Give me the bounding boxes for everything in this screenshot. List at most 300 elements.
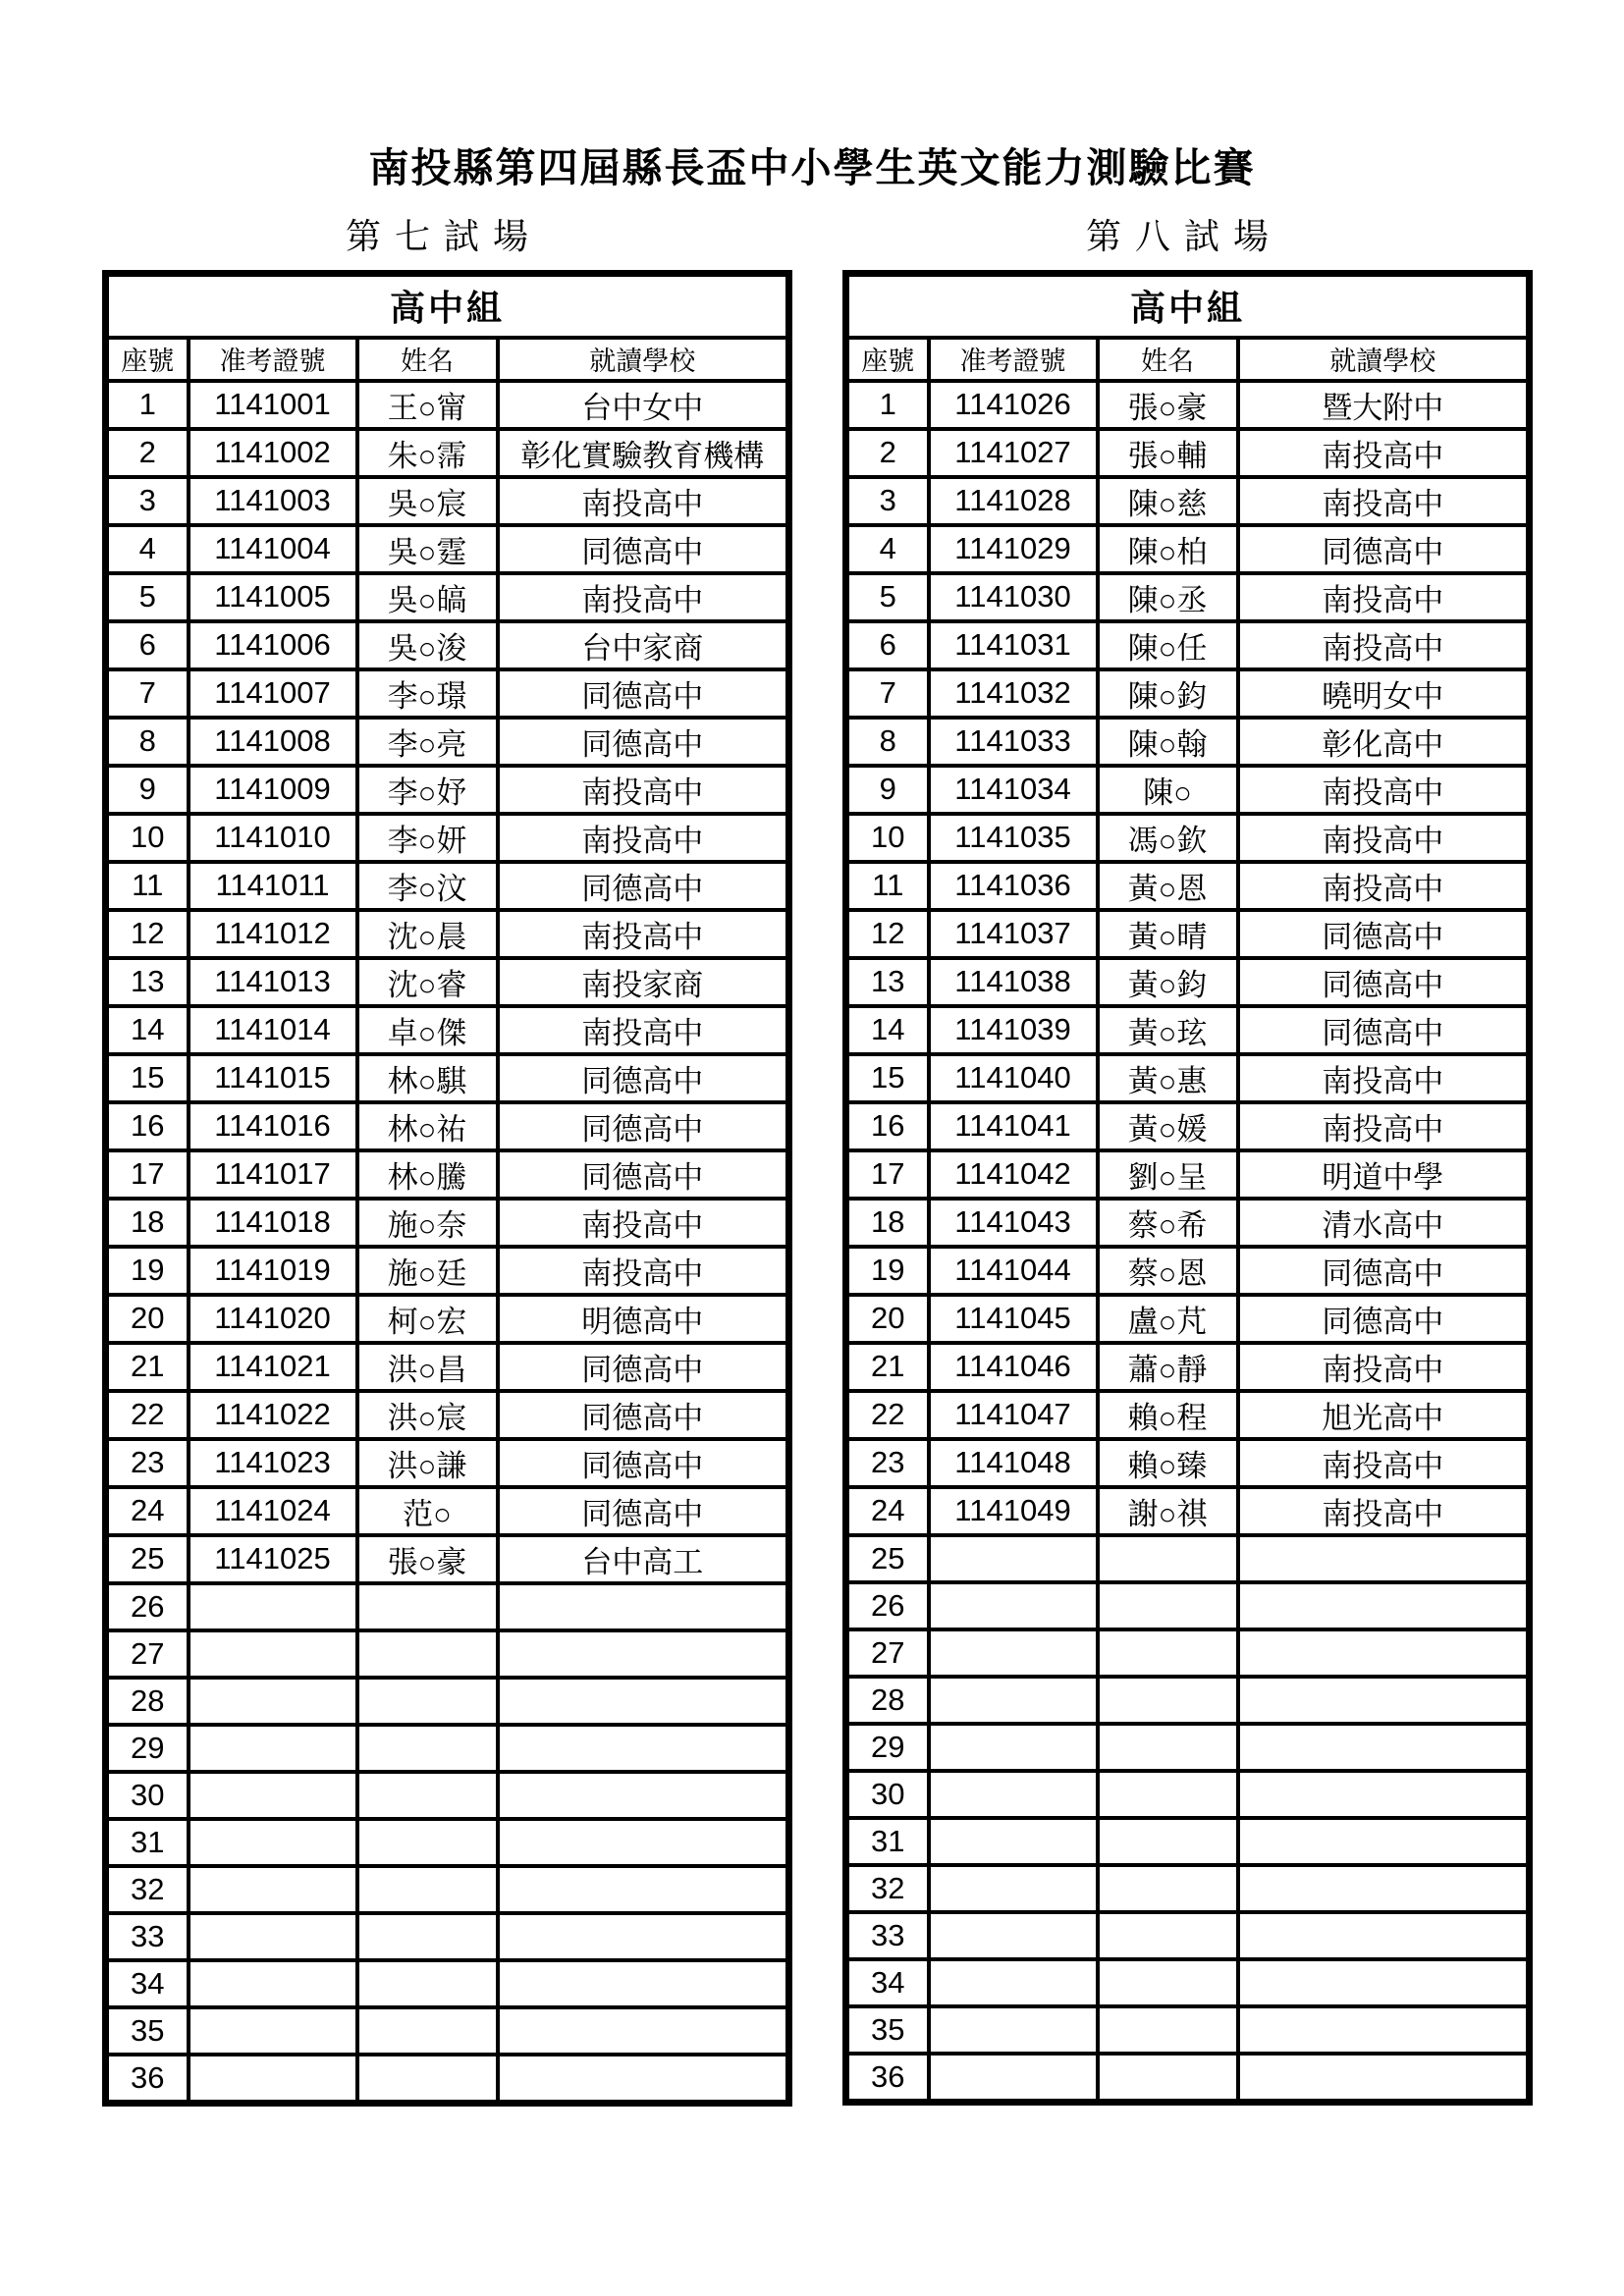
- student-name: [357, 1772, 498, 1819]
- group-header-row: [106, 273, 789, 338]
- school-name: [498, 1583, 789, 1630]
- student-name: 范○: [357, 1487, 498, 1535]
- student-name: 蔡○希: [1098, 1199, 1238, 1247]
- admission-number: 1141009: [189, 766, 357, 814]
- school-name: 南投高中: [1238, 621, 1530, 669]
- school-name: [1238, 1677, 1530, 1724]
- seat-number: 26: [846, 1582, 929, 1629]
- seat-number: 36: [846, 2054, 929, 2103]
- school-name: 同德高中: [1238, 1247, 1530, 1295]
- exam-room-8-section: [842, 217, 1526, 2107]
- student-name: [1098, 1865, 1238, 1912]
- student-name: [1098, 2006, 1238, 2054]
- table-row: [846, 1487, 1530, 1535]
- table-row: [846, 1629, 1530, 1677]
- student-name: 李○妍: [357, 814, 498, 862]
- admission-number: 1141038: [929, 958, 1098, 1006]
- table-row: [846, 1818, 1530, 1865]
- school-name: 台中女中: [498, 381, 789, 429]
- school-name: 旭光高中: [1238, 1391, 1530, 1439]
- group-header: 高中組: [846, 273, 1530, 338]
- seat-number: 35: [106, 2007, 189, 2055]
- admission-number: 1141005: [189, 573, 357, 621]
- student-name: 黃○惠: [1098, 1054, 1238, 1102]
- seat-number: 1: [106, 381, 189, 429]
- table-row: [106, 766, 789, 814]
- seat-number: 17: [846, 1150, 929, 1199]
- seat-number: 12: [106, 910, 189, 958]
- column-header: 就讀學校: [1238, 338, 1530, 381]
- school-name: 南投家商: [498, 958, 789, 1006]
- admission-number: [189, 1678, 357, 1725]
- table-row: [846, 1865, 1530, 1912]
- admission-number: [929, 2006, 1098, 2054]
- table-row: [106, 1678, 789, 1725]
- student-name: [357, 2055, 498, 2104]
- seat-number: 24: [846, 1487, 929, 1535]
- table-row: [846, 2006, 1530, 2054]
- school-name: 南投高中: [498, 573, 789, 621]
- seat-number: 28: [846, 1677, 929, 1724]
- school-name: 南投高中: [498, 1199, 789, 1247]
- school-name: 南投高中: [498, 477, 789, 525]
- admission-number: [929, 1629, 1098, 1677]
- school-name: 南投高中: [1238, 1102, 1530, 1150]
- seat-number: 5: [846, 573, 929, 621]
- column-header: 姓名: [1098, 338, 1238, 381]
- student-name: 張○輔: [1098, 429, 1238, 477]
- student-name: 蕭○靜: [1098, 1343, 1238, 1391]
- table-row: [106, 1054, 789, 1102]
- school-name: 南投高中: [1238, 1343, 1530, 1391]
- room-label: 第七試場: [345, 216, 542, 257]
- admission-number: 1141046: [929, 1343, 1098, 1391]
- school-name: 同德高中: [1238, 525, 1530, 573]
- student-name: 黃○媛: [1098, 1102, 1238, 1150]
- school-name: 南投高中: [498, 1006, 789, 1054]
- student-name: 李○妤: [357, 766, 498, 814]
- school-name: 明德高中: [498, 1295, 789, 1343]
- seat-number: 25: [846, 1535, 929, 1582]
- table-row: [106, 1391, 789, 1439]
- admission-number: 1141003: [189, 477, 357, 525]
- admission-number: 1141042: [929, 1150, 1098, 1199]
- seat-number: 12: [846, 910, 929, 958]
- student-name: 陳○鈞: [1098, 669, 1238, 718]
- column-header: 准考證號: [929, 338, 1098, 381]
- table-row: [106, 1819, 789, 1866]
- admission-number: [929, 1582, 1098, 1629]
- student-name: 吳○浚: [357, 621, 498, 669]
- school-name: 同德高中: [498, 1487, 789, 1535]
- school-name: 南投高中: [1238, 573, 1530, 621]
- student-name: 陳○慈: [1098, 477, 1238, 525]
- admission-number: 1141037: [929, 910, 1098, 958]
- table-row: [846, 766, 1530, 814]
- school-name: 南投高中: [498, 766, 789, 814]
- seat-number: 29: [106, 1725, 189, 1772]
- school-name: 南投高中: [498, 814, 789, 862]
- admission-number: 1141024: [189, 1487, 357, 1535]
- school-name: 南投高中: [1238, 1487, 1530, 1535]
- seat-number: 19: [846, 1247, 929, 1295]
- table-row: [106, 1772, 789, 1819]
- student-name: 黃○鈞: [1098, 958, 1238, 1006]
- school-name: 南投高中: [1238, 862, 1530, 910]
- column-header: 准考證號: [189, 338, 357, 381]
- table-row: [846, 1535, 1530, 1582]
- student-name: 吳○霆: [357, 525, 498, 573]
- school-name: [1238, 2006, 1530, 2054]
- school-name: [1238, 1912, 1530, 1959]
- seating-table: [102, 270, 792, 2107]
- seat-number: 14: [106, 1006, 189, 1054]
- student-name: 林○騏: [357, 1054, 498, 1102]
- table-row: [846, 1771, 1530, 1818]
- school-name: 台中高工: [498, 1535, 789, 1583]
- student-name: 李○璟: [357, 669, 498, 718]
- seat-number: 23: [106, 1439, 189, 1487]
- school-name: [498, 1960, 789, 2007]
- seat-number: 8: [106, 718, 189, 766]
- school-name: 彰化實驗教育機構: [498, 429, 789, 477]
- seat-number: 4: [106, 525, 189, 573]
- seat-number: 20: [106, 1295, 189, 1343]
- seat-number: 31: [106, 1819, 189, 1866]
- admission-number: 1141039: [929, 1006, 1098, 1054]
- admission-number: [189, 2055, 357, 2104]
- seat-number: 21: [846, 1343, 929, 1391]
- admission-number: [189, 2007, 357, 2055]
- admission-number: [189, 1960, 357, 2007]
- school-name: [498, 1913, 789, 1960]
- seat-number: 6: [106, 621, 189, 669]
- admission-number: 1141049: [929, 1487, 1098, 1535]
- seat-number: 10: [846, 814, 929, 862]
- student-name: 蔡○恩: [1098, 1247, 1238, 1295]
- table-row: [106, 429, 789, 477]
- seat-number: 2: [106, 429, 189, 477]
- admission-number: 1141036: [929, 862, 1098, 910]
- student-name: [357, 1913, 498, 1960]
- seat-number: 33: [106, 1913, 189, 1960]
- seat-number: 11: [106, 862, 189, 910]
- seat-number: 15: [106, 1054, 189, 1102]
- table-row: [846, 1006, 1530, 1054]
- admission-number: 1141016: [189, 1102, 357, 1150]
- seat-number: 16: [106, 1102, 189, 1150]
- seat-number: 33: [846, 1912, 929, 1959]
- student-name: 朱○霈: [357, 429, 498, 477]
- table-row: [106, 1535, 789, 1583]
- column-header-row: [846, 338, 1530, 381]
- student-name: 賴○臻: [1098, 1439, 1238, 1487]
- seat-number: 17: [106, 1150, 189, 1199]
- seat-number: 1: [846, 381, 929, 429]
- student-name: 陳○丞: [1098, 573, 1238, 621]
- student-name: [1098, 2054, 1238, 2103]
- table-row: [846, 1343, 1530, 1391]
- school-name: 同德高中: [1238, 1006, 1530, 1054]
- table-row: [106, 1583, 789, 1630]
- student-name: 張○豪: [357, 1535, 498, 1583]
- admission-number: [189, 1630, 357, 1678]
- column-header: 姓名: [357, 338, 498, 381]
- student-name: [1098, 1629, 1238, 1677]
- student-name: 黃○晴: [1098, 910, 1238, 958]
- student-name: 林○騰: [357, 1150, 498, 1199]
- table-row: [846, 862, 1530, 910]
- admission-number: [189, 1772, 357, 1819]
- student-name: [1098, 1582, 1238, 1629]
- table-row: [846, 1912, 1530, 1959]
- table-row: [846, 525, 1530, 573]
- page-title: 南投縣第四屆縣長盃中小學生英文能力測驗比賽: [368, 145, 1256, 190]
- admission-number: 1141019: [189, 1247, 357, 1295]
- admission-number: 1141026: [929, 381, 1098, 429]
- table-row: [106, 1295, 789, 1343]
- seat-number: 28: [106, 1678, 189, 1725]
- seat-number: 31: [846, 1818, 929, 1865]
- student-name: 沈○晨: [357, 910, 498, 958]
- school-name: [498, 1725, 789, 1772]
- table-row: [846, 1295, 1530, 1343]
- seat-number: 4: [846, 525, 929, 573]
- table-row: [106, 1913, 789, 1960]
- student-name: 卓○傑: [357, 1006, 498, 1054]
- table-row: [846, 1199, 1530, 1247]
- table-row: [846, 718, 1530, 766]
- admission-number: 1141035: [929, 814, 1098, 862]
- table-body: [106, 381, 789, 2104]
- seat-number: 26: [106, 1583, 189, 1630]
- student-name: [1098, 1959, 1238, 2006]
- school-name: 彰化高中: [1238, 718, 1530, 766]
- table-row: [106, 477, 789, 525]
- table-row: [106, 2055, 789, 2104]
- admission-number: 1141006: [189, 621, 357, 669]
- seat-number: 18: [106, 1199, 189, 1247]
- school-name: 同德高中: [498, 525, 789, 573]
- school-name: 同德高中: [498, 1343, 789, 1391]
- school-name: [1238, 1771, 1530, 1818]
- seat-number: 8: [846, 718, 929, 766]
- student-name: [1098, 1912, 1238, 1959]
- table-row: [106, 1439, 789, 1487]
- admission-number: 1141007: [189, 669, 357, 718]
- seat-number: 32: [106, 1866, 189, 1913]
- school-name: [1238, 1959, 1530, 2006]
- school-name: [498, 1866, 789, 1913]
- admission-number: [189, 1583, 357, 1630]
- student-name: 陳○任: [1098, 621, 1238, 669]
- student-name: 陳○柏: [1098, 525, 1238, 573]
- student-name: [357, 1960, 498, 2007]
- admission-number: 1141029: [929, 525, 1098, 573]
- admission-number: 1141032: [929, 669, 1098, 718]
- student-name: 馮○欽: [1098, 814, 1238, 862]
- student-name: 施○廷: [357, 1247, 498, 1295]
- admission-number: [189, 1913, 357, 1960]
- column-header-row: [106, 338, 789, 381]
- table-row: [846, 1439, 1530, 1487]
- table-row: [846, 1724, 1530, 1771]
- seating-table: [842, 270, 1533, 2106]
- school-name: 同德高中: [1238, 1295, 1530, 1343]
- table-row: [846, 381, 1530, 429]
- student-name: [357, 1725, 498, 1772]
- table-row: [106, 621, 789, 669]
- seat-number: 15: [846, 1054, 929, 1102]
- school-name: [1238, 1724, 1530, 1771]
- table-row: [846, 1054, 1530, 1102]
- table-row: [846, 669, 1530, 718]
- student-name: 吳○皜: [357, 573, 498, 621]
- table-row: [846, 1959, 1530, 2006]
- school-name: [1238, 2054, 1530, 2103]
- student-name: 李○亮: [357, 718, 498, 766]
- table-row: [106, 381, 789, 429]
- table-row: [846, 1582, 1530, 1629]
- table-row: [106, 1150, 789, 1199]
- admission-number: 1141041: [929, 1102, 1098, 1150]
- school-name: 南投高中: [1238, 1054, 1530, 1102]
- student-name: [357, 2007, 498, 2055]
- admission-number: 1141023: [189, 1439, 357, 1487]
- school-name: [498, 1772, 789, 1819]
- exam-room-7-section: [102, 217, 785, 2107]
- table-row: [846, 1102, 1530, 1150]
- seat-number: 7: [846, 669, 929, 718]
- seat-number: 9: [846, 766, 929, 814]
- admission-number: 1141045: [929, 1295, 1098, 1343]
- seat-number: 32: [846, 1865, 929, 1912]
- student-name: 洪○謙: [357, 1439, 498, 1487]
- student-name: 洪○宸: [357, 1391, 498, 1439]
- admission-number: 1141044: [929, 1247, 1098, 1295]
- admission-number: 1141010: [189, 814, 357, 862]
- student-name: 劉○呈: [1098, 1150, 1238, 1199]
- table-row: [106, 1343, 789, 1391]
- school-name: 同德高中: [498, 1150, 789, 1199]
- table-row: [106, 1866, 789, 1913]
- seat-number: 3: [106, 477, 189, 525]
- table-row: [106, 862, 789, 910]
- seat-number: 24: [106, 1487, 189, 1535]
- table-row: [846, 621, 1530, 669]
- student-name: [357, 1866, 498, 1913]
- table-row: [106, 1630, 789, 1678]
- student-name: 黃○恩: [1098, 862, 1238, 910]
- admission-number: 1141028: [929, 477, 1098, 525]
- student-name: [1098, 1771, 1238, 1818]
- student-name: 陳○: [1098, 766, 1238, 814]
- seat-number: 16: [846, 1102, 929, 1150]
- admission-number: 1141027: [929, 429, 1098, 477]
- room-label: 第八試場: [1085, 216, 1282, 257]
- admission-number: 1141015: [189, 1054, 357, 1102]
- school-name: 南投高中: [1238, 766, 1530, 814]
- table-row: [106, 1725, 789, 1772]
- seat-number: 13: [106, 958, 189, 1006]
- student-name: [357, 1630, 498, 1678]
- table-row: [846, 2054, 1530, 2103]
- admission-number: [929, 1959, 1098, 2006]
- school-name: 同德高中: [498, 1054, 789, 1102]
- school-name: 同德高中: [498, 1439, 789, 1487]
- table-row: [106, 2007, 789, 2055]
- student-name: [357, 1583, 498, 1630]
- student-name: [1098, 1535, 1238, 1582]
- admission-number: 1141030: [929, 573, 1098, 621]
- table-row: [106, 525, 789, 573]
- table-row: [846, 910, 1530, 958]
- seat-number: 6: [846, 621, 929, 669]
- seat-number: 9: [106, 766, 189, 814]
- table-row: [106, 910, 789, 958]
- admission-number: 1141033: [929, 718, 1098, 766]
- school-name: 南投高中: [1238, 814, 1530, 862]
- school-name: 同德高中: [498, 1391, 789, 1439]
- table-row: [106, 718, 789, 766]
- seat-number: 35: [846, 2006, 929, 2054]
- admission-number: 1141017: [189, 1150, 357, 1199]
- student-name: 盧○芃: [1098, 1295, 1238, 1343]
- school-name: [1238, 1629, 1530, 1677]
- admission-number: 1141031: [929, 621, 1098, 669]
- admission-number: [929, 1771, 1098, 1818]
- admission-number: 1141022: [189, 1391, 357, 1439]
- seat-number: 14: [846, 1006, 929, 1054]
- table-body: [846, 381, 1530, 2103]
- admission-number: [189, 1819, 357, 1866]
- student-name: 賴○程: [1098, 1391, 1238, 1439]
- seat-number: 10: [106, 814, 189, 862]
- column-header: 座號: [846, 338, 929, 381]
- admission-number: 1141004: [189, 525, 357, 573]
- admission-number: [929, 1724, 1098, 1771]
- admission-number: 1141043: [929, 1199, 1098, 1247]
- admission-number: [929, 1818, 1098, 1865]
- school-name: 同德高中: [498, 1102, 789, 1150]
- admission-number: 1141002: [189, 429, 357, 477]
- admission-number: 1141012: [189, 910, 357, 958]
- school-name: 南投高中: [1238, 1439, 1530, 1487]
- admission-number: 1141013: [189, 958, 357, 1006]
- table-row: [846, 814, 1530, 862]
- student-name: 黃○玹: [1098, 1006, 1238, 1054]
- student-name: 洪○昌: [357, 1343, 498, 1391]
- table-row: [846, 429, 1530, 477]
- student-name: [1098, 1724, 1238, 1771]
- seat-number: 22: [106, 1391, 189, 1439]
- seat-number: 2: [846, 429, 929, 477]
- school-name: [1238, 1535, 1530, 1582]
- school-name: [1238, 1818, 1530, 1865]
- seat-number: 22: [846, 1391, 929, 1439]
- seat-number: 19: [106, 1247, 189, 1295]
- seat-number: 34: [106, 1960, 189, 2007]
- school-name: 同德高中: [498, 718, 789, 766]
- table-row: [846, 958, 1530, 1006]
- seat-number: 30: [106, 1772, 189, 1819]
- seat-number: 13: [846, 958, 929, 1006]
- table-row: [846, 1150, 1530, 1199]
- school-name: 南投高中: [498, 910, 789, 958]
- admission-number: 1141047: [929, 1391, 1098, 1439]
- table-row: [846, 573, 1530, 621]
- student-name: [357, 1678, 498, 1725]
